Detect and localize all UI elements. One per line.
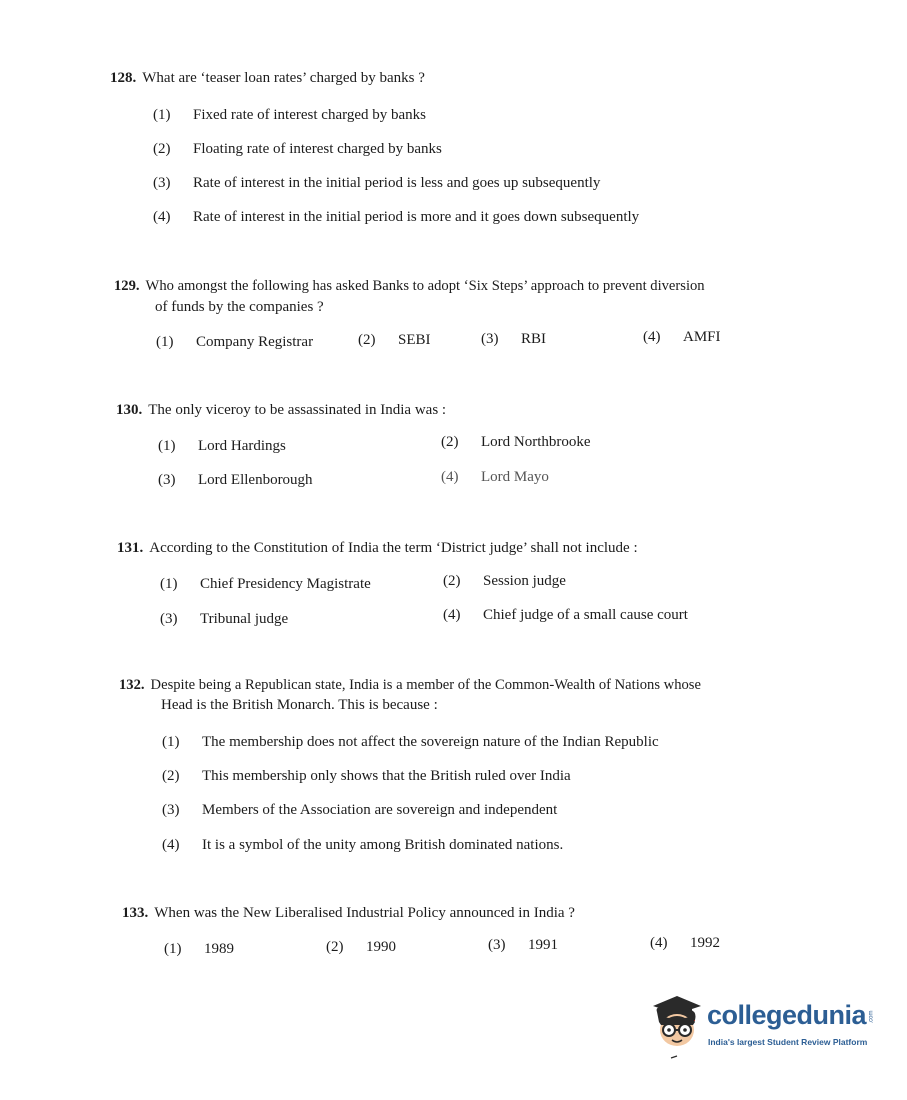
option-text: 1992 [690,935,720,951]
option-number: (2) [443,573,461,589]
option-number: (4) [153,209,171,225]
option-text: SEBI [398,332,431,348]
option-3 [488,937,558,954]
option-number: (3) [488,937,506,953]
option-number: (4) [443,607,461,623]
option-number: (3) [158,472,176,488]
option-1 [162,734,659,751]
option-1 [158,438,286,455]
question-130-stem [116,402,446,419]
option-4 [153,209,639,226]
option-number: (1) [156,334,174,350]
option-1 [153,107,426,124]
option-4 [441,469,549,486]
option-text: Lord Mayo [481,469,549,485]
option-text: Session judge [483,573,566,589]
question-text: The only viceroy to be assassinated in India was : [148,402,447,418]
question-number: 129. [114,278,140,294]
option-number: (3) [481,331,499,347]
option-text: Chief Presidency Magistrate [200,576,371,592]
option-number: (1) [164,941,182,957]
question-133-stem [122,905,575,922]
question-text: Who amongst the following has asked Banks to adopt ‘Six Steps’ approach to prevent diversion [145,278,705,294]
option-number: (2) [441,434,459,450]
option-text: AMFI [683,329,721,345]
option-text: RBI [521,331,547,347]
option-number: (2) [358,332,376,348]
option-4 [162,837,563,854]
option-text: It is a symbol of the unity among British dominated nations. [202,837,564,853]
question-text: According to the Constitution of India the term ‘District judge’ shall not include : [149,540,638,556]
option-number: (1) [158,438,176,454]
option-text: Lord Ellenborough [198,472,313,488]
option-2 [443,573,566,590]
collegedunia-logo [645,992,880,1062]
option-text: This membership only shows that the British ruled over India [202,768,571,784]
option-text: The membership does not affect the sovereign nature of the Indian Republic [202,734,659,750]
option-4 [443,607,688,624]
option-text: Lord Hardings [198,438,286,454]
option-number: (1) [162,734,180,750]
option-number: (3) [160,611,178,627]
question-number: 131. [117,540,144,556]
question-131-stem [117,540,638,557]
option-3 [153,175,600,192]
option-number: (2) [326,939,344,955]
option-4 [650,935,720,952]
option-3 [481,331,546,348]
question-number: 130. [116,402,143,418]
option-1 [160,576,371,593]
question-text: What are ‘teaser loan rates’ charged by banks ? [142,70,425,86]
option-3 [162,802,557,819]
option-2 [153,141,442,158]
question-number: 128. [110,70,137,86]
option-1 [164,941,234,958]
option-1 [156,334,313,351]
option-number: (4) [643,329,661,345]
option-3 [160,611,288,628]
option-2 [358,332,431,349]
question-text-continued: Head is the British Monarch. This is because : [161,697,438,713]
option-3 [158,472,313,489]
option-text: Members of the Association are sovereign and independent [202,802,558,818]
mascot-icon [645,992,707,1062]
option-number: (4) [441,469,459,485]
option-text: 1989 [204,941,234,957]
option-2 [162,768,571,785]
question-129-stem [114,278,705,295]
option-text: 1991 [528,937,558,953]
logo-suffix: .com [868,1010,875,1024]
option-2 [441,434,591,451]
question-text: When was the New Liberalised Industrial Policy announced in India ? [154,905,575,921]
option-text: Lord Northbrooke [481,434,591,450]
option-number: (1) [153,107,171,123]
option-text: Tribunal judge [200,611,289,627]
question-number: 133. [122,905,149,921]
logo-tagline: India's largest Student Review Platform [708,1037,868,1047]
question-128-stem [110,70,425,87]
option-number: (4) [162,837,180,853]
option-text: 1990 [366,939,396,955]
option-number: (2) [162,768,180,784]
question-number: 132. [119,677,145,693]
logo-wordmark: collegedunia [707,1000,867,1030]
option-text: Company Registrar [196,334,314,350]
option-text: Chief judge of a small cause court [483,607,688,623]
option-number: (1) [160,576,178,592]
option-2 [326,939,396,956]
option-number: (3) [153,175,171,191]
question-text: Despite being a Republican state, India is a member of the Common-Wealth of Nations whose [150,677,701,693]
option-text: Fixed rate of interest charged by banks [193,107,426,123]
option-number: (2) [153,141,171,157]
option-text: Floating rate of interest charged by banks [193,141,442,157]
option-text: Rate of interest in the initial period is more and it goes down subsequently [193,209,640,225]
question-text-continued: of funds by the companies ? [155,299,324,315]
question-132-stem [119,677,701,694]
option-number: (4) [650,935,668,951]
option-number: (3) [162,802,180,818]
option-text: Rate of interest in the initial period is less and goes up subsequently [193,175,601,191]
option-4 [643,329,721,346]
